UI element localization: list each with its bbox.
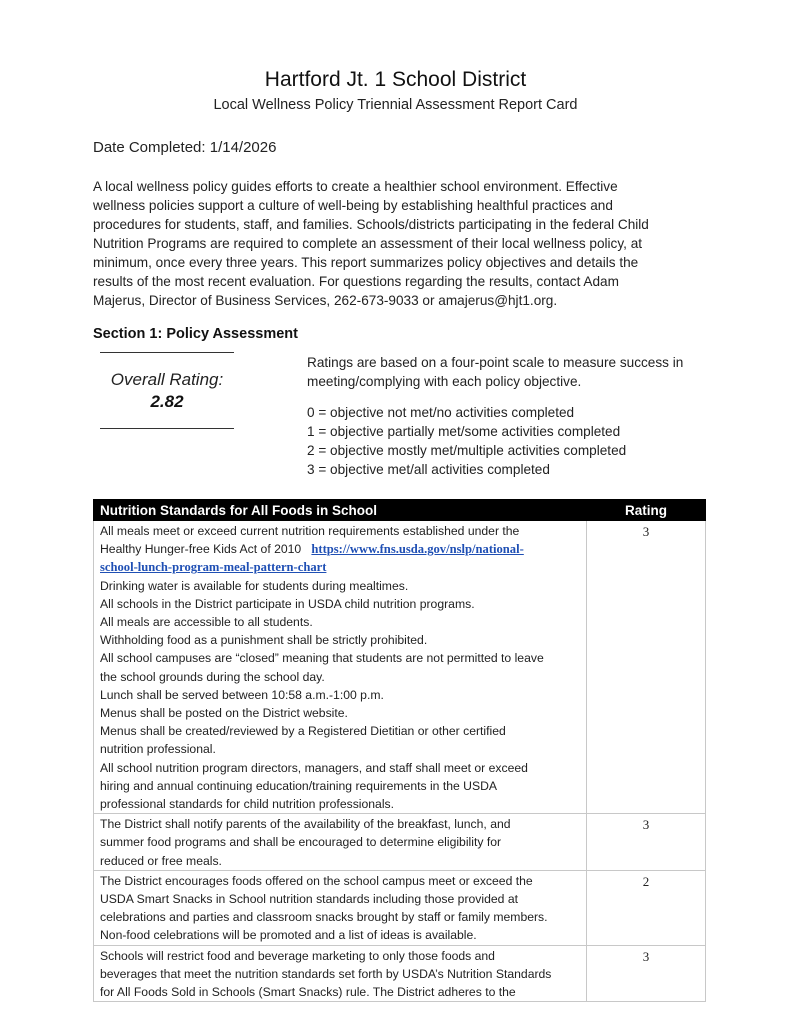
- intro-line: wellness policies support a culture of well-being by establishing healthful practices and: [93, 198, 613, 213]
- scale-intro: [307, 353, 707, 391]
- objective-line: hiring and annual continuing education/training requirements in the USDA: [100, 778, 498, 793]
- table-row: [94, 521, 706, 814]
- objective-line: Schools will restrict food and beverage marketing to only those foods and: [100, 948, 495, 963]
- overall-rating-label: Overall Rating:: [110, 370, 224, 389]
- intro-paragraph: [93, 177, 713, 310]
- meal-pattern-link[interactable]: https://www.fns.usda.gov/nslp/national-: [311, 542, 524, 557]
- section-title: Section 1: Policy Assessment: [93, 326, 298, 342]
- objective-line: the school grounds during the school day.: [100, 669, 325, 684]
- objective-line: professional standards for child nutrition professionals.: [100, 797, 395, 812]
- objective-line: Non-food celebrations will be promoted and a list of ideas is available.: [100, 928, 477, 943]
- objective-line: [100, 540, 580, 558]
- objective-line: Withholding food as a punishment shall be strictly prohibited.: [100, 633, 428, 648]
- rating-cell: 3: [587, 814, 706, 871]
- date-completed: Date Completed: 1/14/2026: [93, 139, 277, 156]
- objective-line: All schools in the District participate in USDA child nutrition programs.: [100, 596, 475, 611]
- overall-rating-value: 2.82: [150, 392, 184, 411]
- scale-intro-line: Ratings are based on a four-point scale to measure success in: [307, 355, 684, 370]
- table-row: [94, 814, 706, 871]
- objectives-table: [93, 499, 706, 1002]
- objective-cell: [94, 814, 587, 871]
- objective-line: The District shall notify parents of the availability of the breakfast, lunch, and: [100, 817, 511, 832]
- objective-line: reduced or free meals.: [100, 853, 222, 868]
- scale-item-0: 0 = objective not met/no activities completed: [307, 405, 575, 420]
- objective-line: The District encourages foods offered on the school campus meet or exceed the: [100, 873, 533, 888]
- objective-cell: [94, 870, 587, 945]
- objective-cell: [94, 945, 587, 1002]
- objective-line: All meals meet or exceed current nutrition requirements established under the: [100, 524, 520, 538]
- rating-column-header: Rating: [587, 500, 706, 521]
- intro-line: A local wellness policy guides efforts to create a healthier school environment. Effective: [93, 179, 618, 194]
- overall-rating-box: [100, 352, 234, 429]
- objective-line: Menus shall be created/reviewed by a Registered Dietitian or other certified: [100, 724, 506, 739]
- objective-line: [100, 558, 580, 576]
- objective-column-header: Nutrition Standards for All Foods in School: [94, 500, 587, 521]
- meal-pattern-link-continued[interactable]: school-lunch-program-meal-pattern-chart: [100, 560, 327, 575]
- objective-line: Drinking water is available for students during mealtimes.: [100, 578, 409, 593]
- intro-line: results of the most recent evaluation. For questions regarding the results, contact Adam: [93, 274, 619, 289]
- objective-cell: [94, 521, 587, 814]
- objective-line: All school nutrition program directors, managers, and staff shall meet or exceed: [100, 760, 528, 775]
- rating-cell: 3: [587, 945, 706, 1002]
- objective-line: nutrition professional.: [100, 742, 216, 757]
- objective-line: All school campuses are “closed” meaning that students are not permitted to leave: [100, 651, 544, 666]
- objective-line: celebrations and parties and classroom snacks brought by staff or family members.: [100, 910, 548, 925]
- report-subtitle: Local Wellness Policy Triennial Assessment Report Card: [213, 97, 578, 113]
- scale-intro-line: meeting/complying with each policy objective.: [307, 374, 582, 389]
- scale-item-2: 2 = objective mostly met/multiple activities completed: [307, 443, 627, 458]
- objective-line: USDA Smart Snacks in School nutrition standards including those provided at: [100, 892, 518, 907]
- intro-line: Majerus, Director of Business Services, 262-673-9033 or amajerus@hjt1.org.: [93, 293, 558, 308]
- objective-line: Menus shall be posted on the District website.: [100, 706, 348, 721]
- objective-text: Healthy Hunger-free Kids Act of 2010: [100, 542, 302, 557]
- table-header-row: [94, 500, 706, 521]
- rating-cell: 3: [587, 521, 706, 814]
- objective-line: summer food programs and shall be encouraged to determine eligibility for: [100, 835, 502, 850]
- objective-line: for All Foods Sold in Schools (Smart Snacks) rule. The District adheres to the: [100, 985, 516, 1000]
- intro-line: procedures for students, staff, and families. Schools/districts participating in the federal Child: [93, 217, 649, 232]
- table-row: [94, 945, 706, 1002]
- rating-cell: 2: [587, 870, 706, 945]
- table-row: [94, 870, 706, 945]
- scale-item-3: 3 = objective met/all activities completed: [307, 462, 550, 477]
- objective-line: beverages that meet the nutrition standards set forth by USDA’s Nutrition Standards: [100, 966, 552, 981]
- intro-line: Nutrition Programs are required to complete an assessment of their local wellness policy, at: [93, 236, 643, 251]
- objective-line: Lunch shall be served between 10:58 a.m.-1:00 p.m.: [100, 687, 384, 702]
- district-title: Hartford Jt. 1 School District: [264, 68, 527, 91]
- intro-line: minimum, once every three years. This report summarizes policy objectives and details the: [93, 255, 639, 270]
- scale-item-1: 1 = objective partially met/some activities completed: [307, 424, 621, 439]
- rating-scale: [307, 353, 707, 479]
- objective-line: All meals are accessible to all students.: [100, 615, 313, 630]
